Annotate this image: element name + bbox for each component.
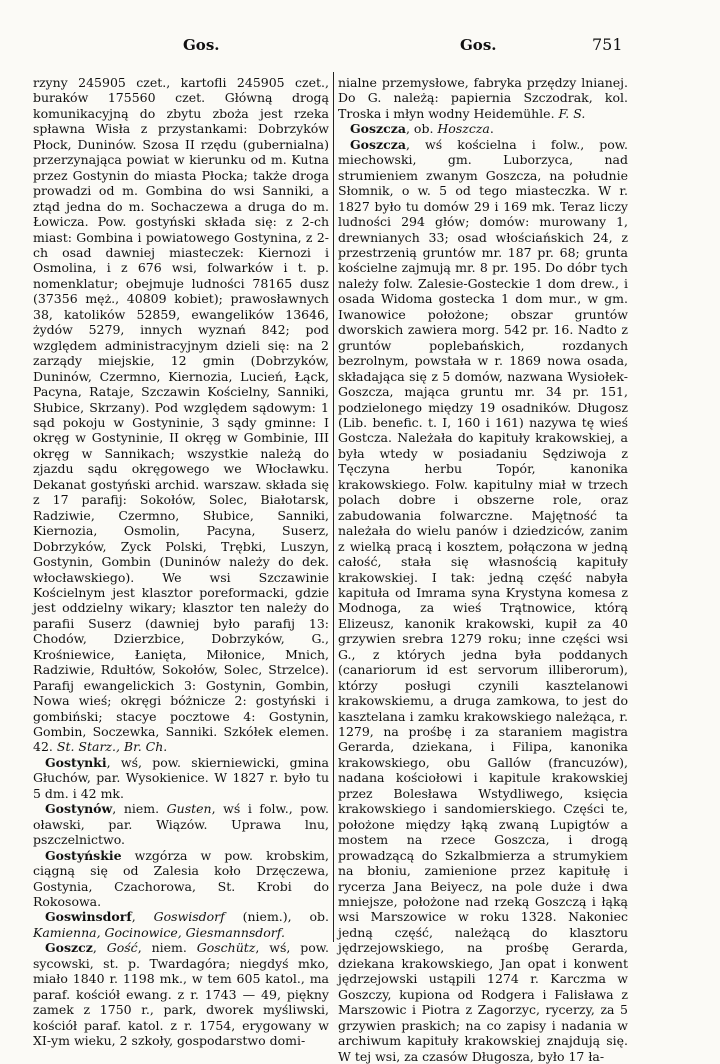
entry-text: , (92, 940, 107, 956)
entry-term: Goszcza (350, 121, 406, 137)
entry-goszcza (338, 137, 628, 1064)
entry-text: , (131, 909, 154, 925)
entry-goszcz-continuation (338, 75, 628, 121)
header-center-keyword: Gos. (460, 36, 497, 54)
entry-term: Gostynów (45, 801, 113, 817)
entry-text: , wś, pow. sycowski, st. p. Twardagóra; niegdyś mko, miało 1840 r. 1198 mk., w tem 605 katol., ma paraf. kościół ewang. z r. 1743 — 49, piękny zamek z 1750 r., park, dworek myśliwski, kościół paraf. katol. z r. 1754, erygowany w XI-ym wieku, 2 szkoły, gospodarstwo domi- (33, 940, 329, 1049)
entry-italic: Hoszcza (437, 121, 490, 137)
entry-text: . (489, 121, 494, 137)
entry-italic: Gusten (166, 801, 212, 817)
entry-goszcz (33, 940, 329, 1048)
entry-gostynin-continuation (33, 75, 329, 755)
entry-gostynskie (33, 848, 329, 910)
entry-signature: St. Starz., Br. Ch. (56, 739, 168, 755)
header-left-keyword: Gos. (183, 36, 220, 54)
entry-text: , wś i folw., pow. oławski, par. Wiązów. Uprawa lnu, pszczelnictwo. (33, 801, 329, 848)
entry-goswinsdorf (33, 909, 329, 940)
entry-text: , wś, pow. skierniewicki, gmina Głuchów, par. Wysokienice. W 1827 r. było tu 5 dm. i 42 mk. (33, 754, 329, 801)
entry-text: (niem.), ob. (224, 909, 329, 925)
entry-term: Goszcz (45, 940, 93, 956)
left-column (33, 75, 329, 1049)
entry-gostynow (33, 801, 329, 847)
entry-term: Goswinsdorf (45, 909, 132, 925)
entry-text: , niem. (112, 801, 167, 817)
entry-italic: Kamienna, Gocinowice, Giesmannsdorf. (33, 924, 285, 940)
entry-italic: Goswisdorf (153, 909, 225, 925)
entry-text: wzgórza w pow. krobskim, ciągną się od Zalesia koło Drzęczewa, Gostynia, Czachorowa, St. Krobi do Rokosowa. (33, 847, 329, 910)
column-divider (333, 72, 334, 942)
entry-gostynki (33, 755, 329, 801)
entry-term: Gostynki (45, 754, 107, 770)
entry-italic: Goschütz (196, 940, 256, 956)
entry-signature: F. S. (558, 105, 586, 121)
entry-text: , niem. (137, 940, 197, 956)
entry-goszcza-ref (338, 121, 628, 136)
entry-italic: Gość (106, 940, 138, 956)
right-column (338, 75, 628, 1064)
entry-text: rzyny 245905 czet., kartofli 245905 czet., buraków 175560 czet. Główną drogą komunikacyjną do zbytu zboża jest rzeka spławna Wisła z przystankami: Dobrzyków Płock, Duninów. Szosa II rzędu (gubernialna) przerzynająca powiat w kierunku od m. Kutna przez Gostynin do miasta Płocka; także droga prowadzi od m. Gombina do wsi Sanniki, a ztąd jedna do m. Sochaczewa a druga do m. Łowicza. Pow. gostyński składa się: z 2-ch miast: Gombina i powiatowego Gostynina, z 2-ch osad dawniej miasteczek: Kiernozi i Osmolina, i z 676 wsi, folwarków i t. p. nomenklatur; obejmuje ludności 78165 dusz (37356 męż., 40809 kobiet); prawosławnych 38, katolików 52859, ewangelików 13646, żydów 5279, innych wyznań 842; pod względem administracyjnym dzieli się: na 2 zarządy miejskie, 12 gmin (Dobrzyków, Duninów, Czermno, Kiernozia, Lucień, Łąck, Pacyna, Rataje, Szczawin Kościelny, Sanniki, Słubice, Skrzany). Pod względem sądowym: 1 sąd pokoju w Gostyninie, 3 sądy gminne: I okręg w Gostyninie, II okręg w Gombinie, III okręg w Sannikach; wszystkie należą do zjazdu sądu okręgowego we Włocławku. Dekanat gostyński archid. warszaw. składa się z 17 parafij: Sokołów, Solec, Białotarsk, Radziwie, Czermno, Słubice, Sanniki, Kiernozia, Osmolin, Pacyna, Suserz, Dobrzyków, Zyck Polski, Trębki, Luszyn, Gostynin, Gombin (Duninów należy do dek. włocławskiego). We wsi Szczawinie Kościelnym jest klasztor poreformacki, gdzie jest oddzielny wikary; klasztor ten należy do parafii Suserz (dawniej było parafij 13: Chodów, Dzierzbice, Dobrzyków, G., Krośniewice, Łanięta, Miłonice, Mnich, Radziwie, Rdułtów, Sokołów, Solec, Strzelce). Parafij ewangelickich 3: Gostynin, Gombin, Nowa wieś; okręgi bóżnicze 2: gostyński i gombiński; stacye pocztowe 4: Gostynin, Gombin, Soczewka, Sanniki. Szkółek elemen. 42. (33, 75, 329, 755)
entry-term: Gostyńskie (45, 847, 122, 863)
entry-text: nialne przemysłowe, fabryka przędzy lnianej. Do G. należą: papiernia Szczodrak, kol. Troska i młyn wodny Heidemühle. (338, 75, 628, 121)
entry-text: , wś kościelna i folw., pow. miechowski, gm. Luborzyca, nad strumieniem zwanym Goszcza, na południe Słomnik, o w. 5 od tego miasteczka. W r. 1827 było tu domów 29 i 169 mk. Teraz liczy ludności 294 głów; domów: murowany 1, drewnianych 33; osad włościańskich 24, z przestrzenią gruntów mr. 187 pr. 68; grunta kościelne zajmują mr. 8 pr. 195. Do dóbr tych należy folw. Zalesie-Gosteckie 1 dom drew., i osada Widoma gostecka 1 dom mur., w gm. Iwanowice położone; obszar gruntów dworskich zawiera morg. 542 pr. 16. Nadto z gruntów poplebańskich, rozdanych bezrolnym, powstała w r. 1869 nowa osada, składająca się z 5 domów, nazwana Wysiołek-Goszcza, mająca gruntu mr. 34 pr. 151, podzielonego między 19 osadników. Długosz (Lib. benefic. t. I, 160 i 161) nazywa tę wieś Gostcza. Należała do kapituły krakowskiej, a była wtedy w posiadaniu Sędziwoja z Tęczyna herbu Topór, kanonika krakowskiego. Folw. kapitulny miał w trzech polach dobre i obszerne role, oraz zabudowania folwarczne. Majętność ta należała do wielu panów i dziedziców, zanim z wielką pracą i kosztem, połączona w jedną całość, stała się własnością kapituły krakowskiej. I tak: jedną część nabyła kapituła od Imrama syna Krystyna komesa z Modnoga, za wieś Trątnowice, którą Elizeusz, kanonik krakowski, kupił za 40 grzywien srebra 1279 roku; inne części wsi G., z których jedna była poddanych (canariorum id est servorum illiberorum), którzy posługi czynili kasztelanowi krakowskiemu, a druga zamkowa, to jest do kasztelana i zamku krakowskiego należąca, r. 1279, na prośbę i za staraniem magistra Gerarda, dziekana, i Filipa, kanonika krakowskiego, obu Gallów (francuzów), nadana kościołowi i kapitule krakowskiej przez Bolesława Wstydliwego, księcia krakowskiego i sandomierskiego. Części te, położone między łąką zwaną Lupigtów a mostem na rzece Goszcza, i drogą prowadzącą do Szkalbmierza a strumykiem na błoniu, zamienione przez kapitułę i rycerza Jana Beiyecz, na pole duże i dwa mniejsze, położone nad rzeką Goszczą i łąką wsi Marszowice w roku 1328. Nakoniec jedną część, należącą do klasztoru jędrzejowskiego, na prośbę Gerarda, dziekana krakowskiego, Jan opat i konwent jędrzejowski ustąpili 1274 r. Karczma w Goszczy, kupiona od Rodgera i Falisława z Marszowic i Piotra z Zagorzyc, rycerzy, za 5 grzywien praskich; na co zapisy i nadania w archiwum kapituły krakowskiej znajdują się. W tej wsi, za czasów Długosza, było 17 ła- (338, 136, 628, 1064)
entry-term: Goszcza (350, 136, 406, 152)
entry-text: , ob. (405, 121, 438, 137)
page-number: 751 (592, 35, 623, 54)
